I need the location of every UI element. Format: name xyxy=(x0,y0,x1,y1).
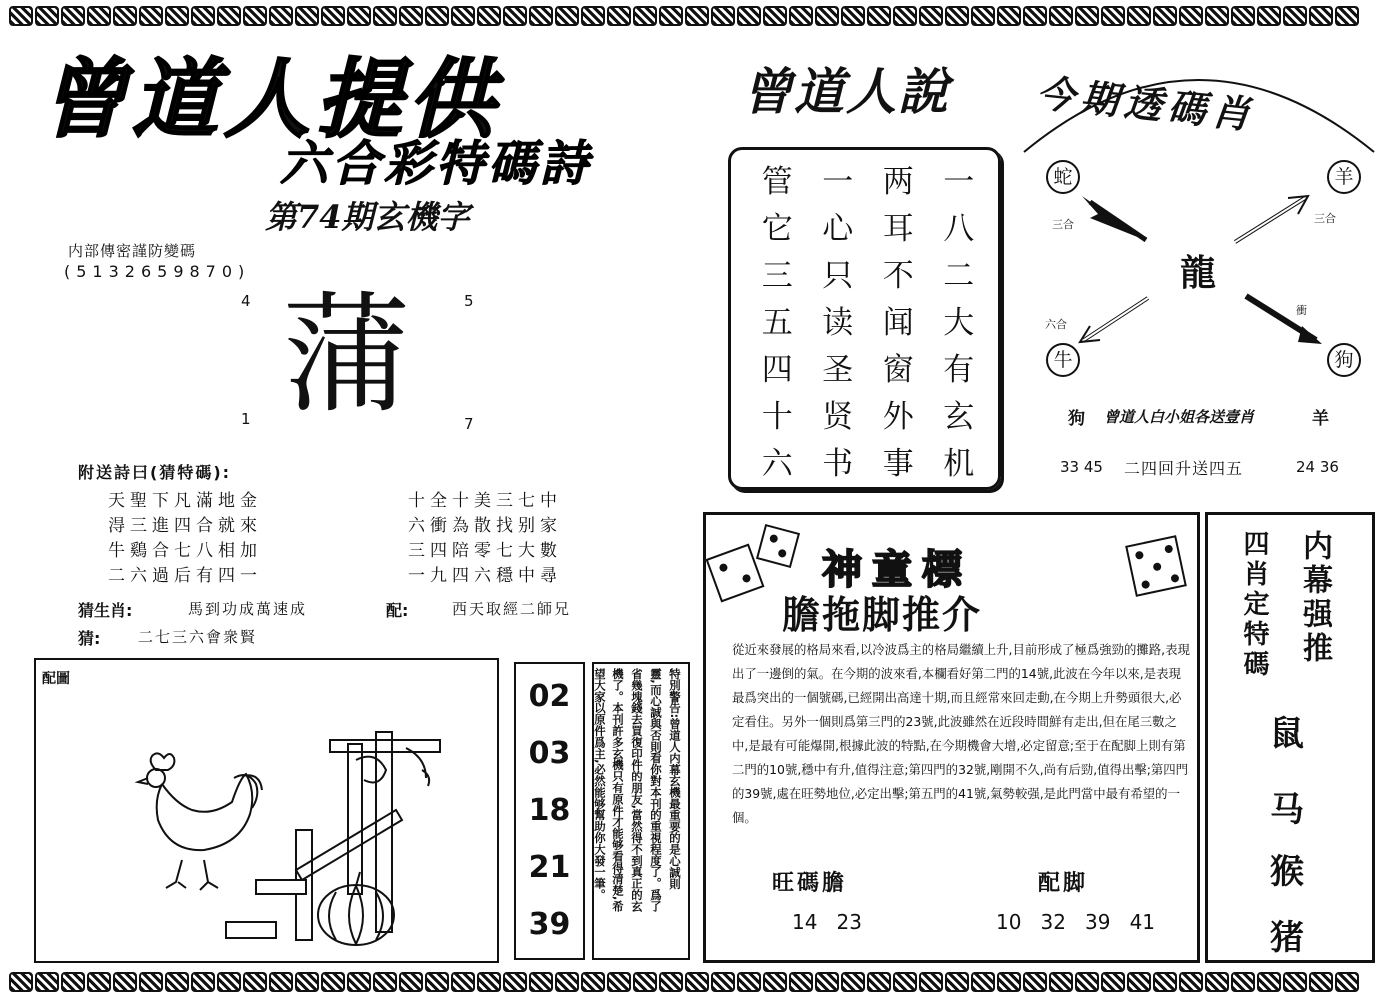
border-ornament xyxy=(165,972,189,992)
border-ornament xyxy=(35,6,59,26)
side-zodiac-3: 猴 xyxy=(1270,852,1304,892)
border-ornament xyxy=(373,972,397,992)
border-ornament xyxy=(971,6,995,26)
sayings-char: 圣 xyxy=(822,352,854,388)
numbers-left: 33 45 xyxy=(1060,458,1103,476)
sayings-char: 六 xyxy=(761,446,793,482)
border-ornament xyxy=(477,6,501,26)
warning-box xyxy=(592,662,690,960)
sayings-title: 曾道人說 xyxy=(742,62,950,121)
border-ornament xyxy=(841,6,865,26)
border-ornament xyxy=(217,6,241,26)
sayings-char: 十 xyxy=(761,399,793,435)
border-ornament xyxy=(87,6,111,26)
border-ornament xyxy=(269,6,293,26)
border-ornament xyxy=(61,972,85,992)
border-ornament xyxy=(139,6,163,26)
border-ornament xyxy=(919,6,943,26)
border-ornament xyxy=(997,6,1021,26)
border-ornament xyxy=(607,972,631,992)
border-ornament xyxy=(529,6,553,26)
zodiac-center-dragon: 龍 xyxy=(1180,252,1217,294)
poem-line: 一九四六穩中尋 xyxy=(408,566,562,586)
dan-label: 旺碼膽 xyxy=(772,871,848,896)
border-ornament xyxy=(1257,6,1281,26)
sayings-char: 不 xyxy=(882,258,914,294)
poem-title: 附送詩曰(猜特碼): xyxy=(78,463,232,482)
border-ornament xyxy=(1101,972,1125,992)
border-ornament xyxy=(685,972,709,992)
match-text: 西天取經二師兄 xyxy=(452,600,572,618)
zodiac-guess-text: 馬到功成萬速成 xyxy=(188,600,308,618)
sayings-char: 外 xyxy=(882,399,914,435)
zodiac-snake: 蛇 xyxy=(1046,160,1080,194)
border-ornament xyxy=(581,972,605,992)
zodiac-panel-title: 今期透碼肖 xyxy=(1034,69,1258,138)
border-ornament xyxy=(737,972,761,992)
side-zodiac-1: 鼠 xyxy=(1270,714,1304,754)
border-ornament xyxy=(1231,972,1255,992)
border-ornament xyxy=(1205,972,1229,992)
border-ornament xyxy=(1335,6,1359,26)
border-ornament xyxy=(867,6,891,26)
riddle-character: 蒲 xyxy=(282,279,413,431)
border-ornament xyxy=(165,6,189,26)
sayings-char: 闻 xyxy=(882,305,914,341)
border-ornament xyxy=(139,972,163,992)
border-ornament xyxy=(997,972,1021,992)
sayings-char: 有 xyxy=(943,352,975,388)
zodiac-ox: 牛 xyxy=(1046,343,1080,377)
warning-col-2: 靈,而心誠與否則看你對本刊的重視程度了。爲了 xyxy=(649,668,663,912)
border-ornament xyxy=(737,6,761,26)
border-ornament xyxy=(867,972,891,992)
border-ornament xyxy=(503,6,527,26)
poem-line: 六衝為散找别家 xyxy=(408,516,562,536)
border-ornament xyxy=(789,972,813,992)
side-title-a: 内幕强推 xyxy=(1297,530,1332,666)
sayings-char: 管 xyxy=(761,164,793,200)
poem-line: 十全十美三七中 xyxy=(408,491,562,511)
border-ornament xyxy=(529,972,553,992)
border-ornament xyxy=(1179,6,1203,26)
warning-col-3: 省幾塊錢去買復印件的朋友,當然得不到真正的玄 xyxy=(630,668,644,912)
border-ornament xyxy=(555,972,579,992)
rooster-pumpkin-illustration xyxy=(126,720,486,960)
poem-line: 天聖下凡滿地金 xyxy=(108,491,262,511)
top-decorative-border xyxy=(8,6,1383,30)
border-ornament xyxy=(1309,972,1333,992)
tuo-label: 配脚 xyxy=(1038,871,1089,896)
numbers-mid: 二四回升送四五 xyxy=(1124,459,1244,478)
zodiac-arrows xyxy=(1070,180,1340,360)
border-ornament xyxy=(191,972,215,992)
border-ornament xyxy=(399,6,423,26)
border-ornament xyxy=(347,6,371,26)
border-ornament xyxy=(581,6,605,26)
number-item: 03 xyxy=(528,736,571,771)
border-ornament xyxy=(1335,972,1359,992)
subtitle: 六合彩特碼詩 xyxy=(280,136,593,192)
number-item: 18 xyxy=(528,793,571,828)
sayings-char: 机 xyxy=(943,446,975,482)
corner-bottom-left: 1 xyxy=(241,410,251,428)
border-ornament xyxy=(763,972,787,992)
border-ornament xyxy=(815,6,839,26)
border-ornament xyxy=(893,972,917,992)
border-ornament xyxy=(113,972,137,992)
number-item: 02 xyxy=(528,679,571,714)
border-ornament xyxy=(971,972,995,992)
dice-right xyxy=(1125,535,1187,597)
border-ornament xyxy=(451,972,475,992)
gift-mid: 曾道人白小姐各送壹肖 xyxy=(1104,408,1255,426)
border-ornament xyxy=(893,6,917,26)
article-body: 從近來發展的格局來看,以冷波爲主的格局繼續上升,目前形成了極爲強勁的攤路,表現出了一邊倒的氣。在今期的波來看,本欄看好第二門的14號,此波在今年以來,是表現最爲突出的一個號碼,已經開出高達十期,而且經常來回走動,在今期上升勢頭很大,必定看住。另外一個則爲第三門的23號,此波雖然在近段時間鮮有走出,但在尾三數之中,是最有可能爆開,根據此波的特點,在今期機會大增,必定留意;至于在配脚上則有第二門的10號,穩中有升,值得注意;第四門的32號,剛開不久,尚有后勁,值得出擊;第四門的39號,處在旺勢地位,必定出擊;第五門的41號,氣勢較强,是此門當中最有希望的一個。 xyxy=(732,642,1190,825)
tuo-numbers: 10 32 39 41 xyxy=(996,910,1156,934)
match-label: 配: xyxy=(386,601,409,620)
sayings-char: 书 xyxy=(822,446,854,482)
sayings-char: 三 xyxy=(761,258,793,294)
border-ornament xyxy=(243,972,267,992)
dan-numbers: 14 23 xyxy=(792,910,862,934)
border-ornament xyxy=(789,6,813,26)
secret-code: (5132659870) xyxy=(64,262,251,281)
sayings-char: 窗 xyxy=(882,352,914,388)
border-ornament xyxy=(477,972,501,992)
border-ornament xyxy=(919,972,943,992)
border-ornament xyxy=(1127,6,1151,26)
border-ornament xyxy=(451,6,475,26)
corner-top-right: 5 xyxy=(464,292,474,310)
article-heading-1: 神童標 xyxy=(822,547,972,593)
border-ornament xyxy=(815,972,839,992)
border-ornament xyxy=(9,972,33,992)
sayings-char: 两 xyxy=(882,164,914,200)
warning-col-1: 特別警告:曾道人内幕玄機最重要的是心誠則 xyxy=(668,668,682,890)
sayings-grid xyxy=(747,160,989,487)
border-ornament xyxy=(1283,6,1307,26)
border-ornament xyxy=(633,972,657,992)
border-ornament xyxy=(1205,6,1229,26)
label-goat: 三合 xyxy=(1314,212,1336,225)
border-ornament xyxy=(633,6,657,26)
border-ornament xyxy=(555,6,579,26)
border-ornament xyxy=(685,6,709,26)
picture-label: 配圖 xyxy=(42,671,70,687)
gift-right: 羊 xyxy=(1312,409,1329,429)
border-ornament xyxy=(425,6,449,26)
bottom-decorative-border xyxy=(8,972,1383,996)
border-ornament xyxy=(711,6,735,26)
article-heading-2: 膽拖脚推介 xyxy=(782,593,983,637)
corner-bottom-right: 7 xyxy=(464,415,474,433)
border-ornament xyxy=(1075,972,1099,992)
border-ornament xyxy=(425,972,449,992)
border-ornament xyxy=(295,6,319,26)
sayings-char: 耳 xyxy=(882,211,914,247)
label-ox: 六合 xyxy=(1045,318,1067,331)
border-ornament xyxy=(659,972,683,992)
secret-label: 内部傳密謹防變碼 xyxy=(68,242,197,260)
border-ornament xyxy=(945,972,969,992)
zodiac-goat: 羊 xyxy=(1327,160,1361,194)
border-ornament xyxy=(1023,6,1047,26)
border-ornament xyxy=(113,6,137,26)
gift-left: 狗 xyxy=(1068,409,1085,429)
sayings-char: 贤 xyxy=(822,399,854,435)
border-ornament xyxy=(659,6,683,26)
border-ornament xyxy=(1283,972,1307,992)
border-ornament xyxy=(191,6,215,26)
border-ornament xyxy=(1309,6,1333,26)
main-title: 曾道人提供 xyxy=(40,49,500,150)
border-ornament xyxy=(295,972,319,992)
poem-line: 淂三進四合就來 xyxy=(108,516,262,536)
sayings-char: 大 xyxy=(943,305,975,341)
border-ornament xyxy=(607,6,631,26)
zodiac-dog: 狗 xyxy=(1327,343,1361,377)
numbers-right: 24 36 xyxy=(1296,458,1339,476)
sayings-char: 读 xyxy=(822,305,854,341)
sayings-char: 玄 xyxy=(943,399,975,435)
sayings-char: 五 xyxy=(761,305,793,341)
warning-col-4: 機了。本刊許多玄機只有原件才能够看得清楚,希 xyxy=(611,668,625,912)
sayings-char: 四 xyxy=(761,352,793,388)
border-ornament xyxy=(1257,972,1281,992)
sayings-char: 八 xyxy=(943,211,975,247)
poem-left-column xyxy=(108,486,262,586)
border-ornament xyxy=(217,972,241,992)
zodiac-guess-label: 猜生肖: xyxy=(78,601,133,620)
picture-box xyxy=(34,658,499,963)
sayings-char: 只 xyxy=(822,258,854,294)
sayings-char: 二 xyxy=(943,258,975,294)
corner-top-left: 4 xyxy=(241,292,251,310)
poem-right-column xyxy=(408,486,562,586)
border-ornament xyxy=(1023,972,1047,992)
border-ornament xyxy=(87,972,111,992)
sayings-char: 一 xyxy=(943,164,975,200)
border-ornament xyxy=(1127,972,1151,992)
border-ornament xyxy=(841,972,865,992)
border-ornament xyxy=(1231,6,1255,26)
number-item: 21 xyxy=(528,850,571,885)
border-ornament xyxy=(347,972,371,992)
side-title-b: 四肖定特碼 xyxy=(1239,530,1269,680)
numbers-column xyxy=(514,662,585,960)
label-snake: 三合 xyxy=(1052,218,1074,231)
sayings-char: 一 xyxy=(822,164,854,200)
border-ornament xyxy=(373,6,397,26)
number-item: 39 xyxy=(528,907,571,942)
warning-col-5: 望大家以原件爲主,必然能够幫助你大發一筆。 xyxy=(593,668,607,901)
guess-text: 二七三六會衆賢 xyxy=(138,628,258,646)
sayings-char: 心 xyxy=(822,211,854,247)
border-ornament xyxy=(9,6,33,26)
border-ornament xyxy=(1179,972,1203,992)
border-ornament xyxy=(763,6,787,26)
poem-line: 牛鷄合七八相加 xyxy=(108,541,262,561)
border-ornament xyxy=(945,6,969,26)
border-ornament xyxy=(1153,972,1177,992)
border-ornament xyxy=(1049,972,1073,992)
label-dog: 衝 xyxy=(1296,304,1307,317)
sayings-char: 它 xyxy=(761,211,793,247)
border-ornament xyxy=(61,6,85,26)
side-zodiac-4: 猪 xyxy=(1270,918,1304,958)
border-ornament xyxy=(711,972,735,992)
border-ornament xyxy=(35,972,59,992)
issue-label: 第74期玄機字 xyxy=(265,198,470,236)
poem-line: 三四陪零七大數 xyxy=(408,541,562,561)
border-ornament xyxy=(321,972,345,992)
side-zodiac-2: 马 xyxy=(1270,790,1304,830)
border-ornament xyxy=(269,972,293,992)
border-ornament xyxy=(1075,6,1099,26)
guess-label: 猜: xyxy=(78,629,101,648)
border-ornament xyxy=(1049,6,1073,26)
border-ornament xyxy=(243,6,267,26)
border-ornament xyxy=(503,972,527,992)
zodiac-title-arc xyxy=(1018,48,1380,168)
border-ornament xyxy=(399,972,423,992)
sayings-char: 事 xyxy=(882,446,914,482)
poem-line: 二六過后有四一 xyxy=(108,566,262,586)
border-ornament xyxy=(1101,6,1125,26)
border-ornament xyxy=(1153,6,1177,26)
border-ornament xyxy=(321,6,345,26)
